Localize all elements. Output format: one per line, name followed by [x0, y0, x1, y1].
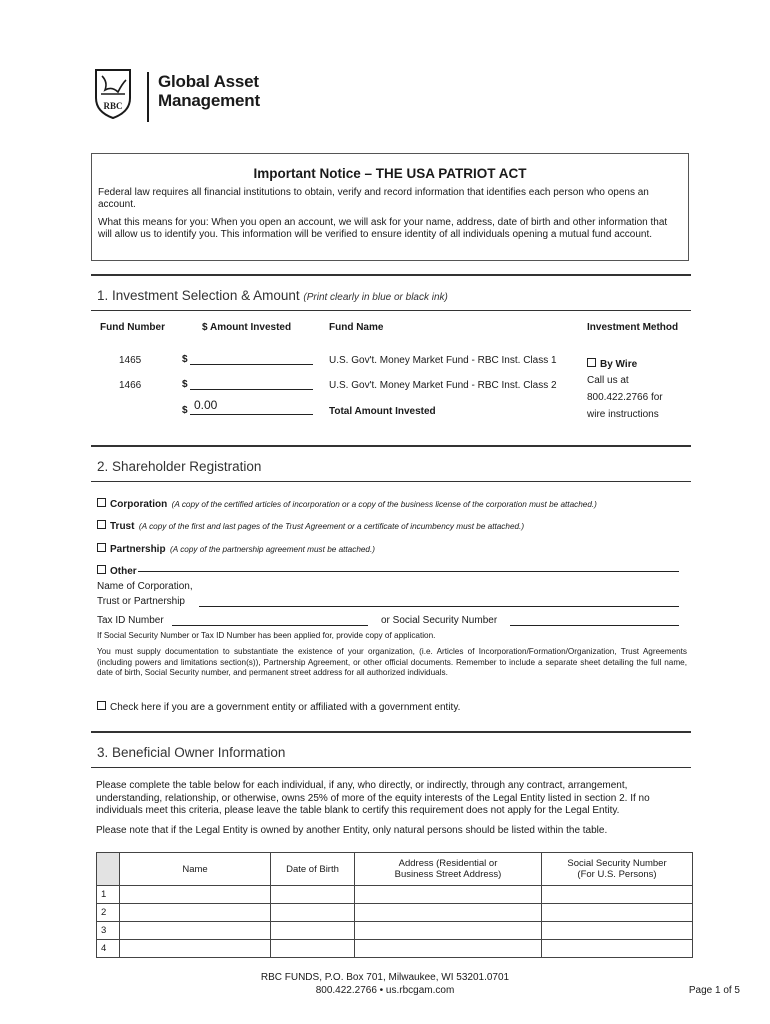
table-row: [97, 904, 693, 922]
applied-note: If Social Security Number or Tax ID Number has been applied for, provide copy of application.: [97, 631, 436, 640]
logo-divider: [147, 72, 149, 122]
dollar-sign: $: [182, 379, 188, 390]
by-wire-label: By Wire: [600, 359, 638, 370]
section-1-subtitle: (Print clearly in blue or black ink): [303, 292, 448, 303]
trust-checkbox[interactable]: [97, 520, 106, 529]
wire-instructions: [587, 372, 663, 423]
amount-input-1465[interactable]: [190, 354, 313, 365]
dob-cell[interactable]: [271, 940, 355, 958]
header-fund-number: Fund Number: [100, 322, 165, 333]
beneficial-owner-instructions: Please complete the table below for each individual, if any, who directly, or indirectly, through any contract, arrangement, understanding, relationship, or otherwise, owns 25% of more of the equity interests of the Legal Entity listed in section 2. If no individuals meet this criteria, please leave the table blank to certify this requirement does not apply for the Legal Entity.: [96, 780, 650, 816]
ssn-input[interactable]: [510, 615, 679, 626]
total-amount-label: Total Amount Invested: [329, 406, 436, 417]
header-amount: $ Amount Invested: [202, 322, 292, 333]
row-number: 3: [97, 922, 120, 940]
section-3-title: 3. Beneficial Owner Information: [97, 745, 286, 760]
name-cell[interactable]: [120, 904, 271, 922]
partnership-note: (A copy of the partnership agreement must be attached.): [170, 545, 375, 554]
logo-line-1: Global Asset: [158, 72, 259, 91]
documentation-note: You must supply documentation to substantiate the existence of your organization, (i.e. Articles of Incorporation/Formation/Organization, Trust Agreements (including powers and limitations section(s)), Partnership Agreement, or other official documents. Remember to include a separate sheet detailing the full name, date of birth, Social Security number, and permanent street address for all authorized individuals.: [97, 647, 687, 677]
option-partnership[interactable]: [97, 539, 375, 557]
ssn-header-line-1: Social Security Number: [567, 858, 667, 869]
header-fund-name: Fund Name: [329, 322, 384, 333]
partnership-label: Partnership: [110, 544, 166, 555]
beneficial-owner-table: [96, 852, 693, 958]
section-3-sub-rule: [91, 767, 691, 768]
trust-note: (A copy of the first and last pages of the Trust Agreement or a certificate of incumbency must be attached.): [138, 522, 525, 531]
government-checkbox[interactable]: [97, 701, 106, 710]
footer-line-1: RBC FUNDS, P.O. Box 701, Milwaukee, WI 53201.0701: [260, 972, 510, 983]
ssn-cell[interactable]: [542, 904, 693, 922]
logo-wordmark: [158, 72, 260, 110]
government-label: Check here if you are a government entity or affiliated with a government entity.: [110, 702, 461, 713]
fund-number-1465: 1465: [119, 355, 142, 366]
page-number: Page 1 of 5: [688, 985, 740, 996]
table-row: [97, 922, 693, 940]
footer-line-2: 800.422.2766 • us.rbcgam.com: [315, 985, 455, 996]
name-label-2: Trust or Partnership: [97, 596, 185, 607]
option-other[interactable]: [97, 561, 137, 579]
table-row: [97, 940, 693, 958]
address-header: [355, 853, 542, 886]
fund-name-1466: U.S. Gov't. Money Market Fund - RBC Inst. Class 2: [329, 380, 557, 391]
other-label: Other: [110, 566, 137, 577]
notice-paragraph-2: What this means for you: When you open an account, we will ask for your name, address, date of birth and other information that will allow us to identify you. This information will be verified to ensure identity of all individuals opening a mutual fund account.: [98, 217, 668, 240]
ssn-label: or Social Security Number: [381, 615, 498, 626]
name-cell[interactable]: [120, 922, 271, 940]
patriot-act-notice: [91, 153, 689, 261]
name-header: Name: [120, 853, 271, 886]
section-1-heading: 1. Investment Selection & Amount: [97, 288, 300, 303]
address-cell[interactable]: [355, 886, 542, 904]
section-1-title: [97, 288, 448, 303]
address-header-line-2: Business Street Address): [394, 869, 502, 880]
row-number: 4: [97, 940, 120, 958]
section-2-rule: [91, 445, 691, 447]
entity-owner-note: Please note that if the Legal Entity is owned by another Entity, only natural persons should be listed within the table.: [96, 825, 608, 836]
corporation-checkbox[interactable]: [97, 498, 106, 507]
notice-paragraph-1: Federal law requires all financial institutions to obtain, verify and record information that identifies each person who opens an account.: [98, 187, 649, 210]
other-input[interactable]: [138, 561, 679, 572]
name-cell[interactable]: [120, 940, 271, 958]
table-header-row: [97, 853, 693, 886]
row-number: 2: [97, 904, 120, 922]
name-label-1: Name of Corporation,: [97, 581, 193, 592]
tax-id-label: Tax ID Number: [97, 615, 164, 626]
section-2-sub-rule: [91, 481, 691, 482]
name-cell[interactable]: [120, 886, 271, 904]
dollar-sign: $: [182, 405, 188, 416]
entity-name-input[interactable]: [199, 596, 679, 607]
amount-input-1466[interactable]: [190, 379, 313, 390]
ssn-cell[interactable]: [542, 940, 693, 958]
dob-cell[interactable]: [271, 886, 355, 904]
section-2-title: 2. Shareholder Registration: [97, 459, 262, 474]
dob-header: Date of Birth: [271, 853, 355, 886]
ssn-header-line-2: (For U.S. Persons): [577, 869, 657, 880]
option-trust[interactable]: [97, 516, 524, 534]
notice-title: Important Notice – THE USA PATRIOT ACT: [253, 166, 527, 181]
tax-id-input[interactable]: [172, 615, 368, 626]
logo-mark-text: RBC: [103, 101, 123, 111]
header-investment-method: Investment Method: [587, 322, 679, 333]
ssn-cell[interactable]: [542, 886, 693, 904]
dob-cell[interactable]: [271, 922, 355, 940]
section-1-sub-rule: [91, 310, 691, 311]
address-cell[interactable]: [355, 922, 542, 940]
other-checkbox[interactable]: [97, 565, 106, 574]
partnership-checkbox[interactable]: [97, 543, 106, 552]
by-wire-checkbox[interactable]: [587, 358, 596, 367]
fund-number-1466: 1466: [119, 380, 142, 391]
address-cell[interactable]: [355, 940, 542, 958]
by-wire-option[interactable]: [587, 354, 637, 372]
logo-line-2: Management: [158, 91, 260, 110]
section-3-rule: [91, 731, 691, 733]
corporation-label: Corporation: [110, 499, 168, 510]
dollar-sign: $: [182, 354, 188, 365]
wire-line-1: Call us at: [587, 375, 629, 386]
fund-name-1465: U.S. Gov't. Money Market Fund - RBC Inst. Class 1: [329, 355, 557, 366]
wire-line-3: wire instructions: [587, 409, 659, 420]
row-number: 1: [97, 886, 120, 904]
address-cell[interactable]: [355, 904, 542, 922]
section-1-rule: [91, 274, 691, 276]
option-corporation[interactable]: [97, 494, 597, 512]
dob-cell[interactable]: [271, 904, 355, 922]
rbc-logo: [92, 68, 134, 120]
ssn-header: [542, 853, 693, 886]
trust-label: Trust: [110, 521, 135, 532]
row-number-header: [97, 853, 120, 886]
government-entity-option[interactable]: [97, 697, 460, 715]
total-amount-value: 0.00: [194, 398, 218, 412]
address-header-line-1: Address (Residential or: [398, 858, 498, 869]
ssn-cell[interactable]: [542, 922, 693, 940]
wire-line-2: 800.422.2766 for: [587, 392, 663, 403]
corporation-note: (A copy of the certified articles of incorporation or a copy of the business license of the corporation must be attached.): [171, 500, 597, 509]
table-row: [97, 886, 693, 904]
